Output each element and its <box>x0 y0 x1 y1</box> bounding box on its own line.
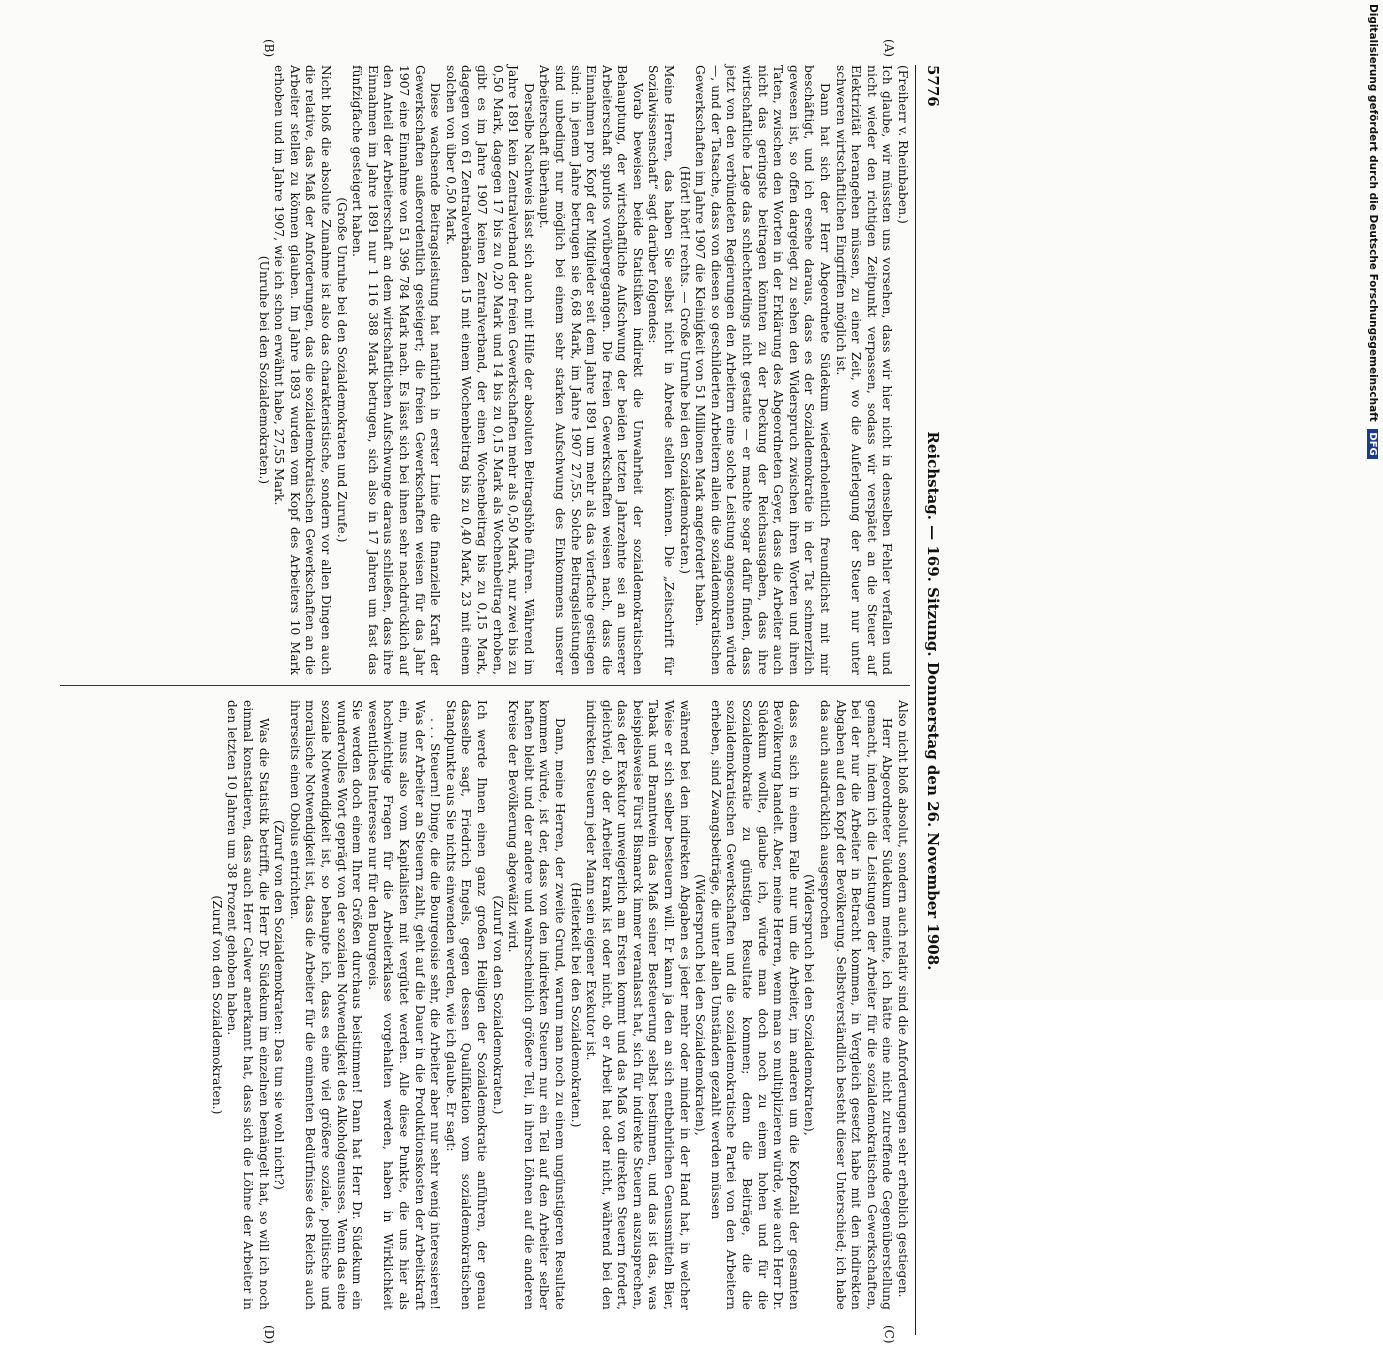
paragraph: (Zuruf von den Sozialdemokraten: Das tun sie wohl nicht?) <box>272 820 287 1190</box>
paragraph: Dann, meine Herren, der zweite Grund, warum man noch zu einem ungünstigeren Resultate kommen würde, ist der, dass von den indirekten Steuern nur ein Teil auf den Arbeiter selber haften bleibt und der andere und wahrscheinlich größere Teil, in ihren Löhnen auf die anderen Kreise der Bevölkerung abgewälzt wird. <box>506 700 567 1310</box>
page-header <box>915 65 946 1335</box>
margin-marker-c: (C) <box>882 1325 896 1344</box>
paragraph: Sie werden doch einem Ihrer Größen durchaus beistimmen! Dann hat Herr Dr. Südekum ein wundervolles Wort geprägt von der sozialen Notwendigkeit des Alkoholgenusses. Wenn das eine soziale Notwendigkeit ist, so behaupte ich, dass es eine viel größere soziale, politische und moralische Notwendigkeit ist, dass die Arbeiter für die eminenten Bedürfnisse des Reichs auch ihrerseits einen Obolus entrichten. <box>287 700 365 1310</box>
paragraph: . . . Steuern! Dinge, die die Bourgeoisie sehr, die Arbeiter aber nur sehr wenig interessieren! Was der Arbeiter an Steuern zahlt, geht auf die Dauer in die Produktionskosten der Arbeitskraft ein, muss also vom Kapitalisten mit vergütet werden. Alle diese Punkte, die uns hier als hochwichtige Fragen für die Arbeiterklasse vorgehalten werden, haben in Wirklichkeit wesentliches Interesse nur für den Bourgeois. <box>365 700 443 1310</box>
paragraph: (Unruhe bei den Sozialdemokraten.) <box>256 255 271 485</box>
paragraph: Was die Statistik betrifft, die Herr Dr. Südekum im einzelnen bemängelt hat, so will ich noch einmal konstatieren, dass auch Herr Calwer anerkannt hat, dass sich die Löhne der Arbeiter in den letzten 10 Jahren um 38 Prozent gehoben haben. <box>225 700 271 1310</box>
paragraph: Ich werde Ihnen einen ganz großen Heiligen der Sozialdemokratie anführen, der genau dasselbe sagt, Friedrich Engels, gegen dessen Qualifikation vom sozialdemokratischen Standpunkte aus Sie nichts einwenden werden, wie ich glaube. Er sagt: <box>443 700 489 1310</box>
paragraph: Diese wachsende Beitragsleistung hat natürlich in erster Linie die finanzielle Kraft der Gewerkschaften außerordentlich gesteigert; die freien Gewerkschaften weisen für das Jahr 1907 eine Einnahme von 51 396 784 Mark nach. Es lässt sich bei ihnen sehr nachdrücklich auf den Anteil der Arbeiterschaft an dem wirtschaftlichen Aufschwunge daraus schließen, dass ihre Einnahmen im Jahre 1891 nur 1 116 388 Mark betrugen, sich also in 17 Jahren um fast das fünfzigfache gesteigert haben. <box>350 65 443 675</box>
paragraph: (Zuruf von den Sozialdemokraten.) <box>490 895 505 1115</box>
paragraph: (Große Unruhe bei den Sozialdemokraten und Zurufe.) <box>334 197 349 543</box>
paragraph: Herr Abgeordneter Südekum meinte, ich hätte eine nicht zutreffende Gegenüberstellung gemacht, indem ich die Leistungen der Arbeiter für die sozialdemokratischen Gewerkschaften, bei der nur die Arbeiter in Betracht kommen, in Vergleich gesetzt habe mit den indirekten Abgaben auf den Kopf der Bevölkerung. Selbstverständlich besteht dieser Unterschied; ich habe das auch ausdrücklich ausgesprochen <box>818 700 895 1310</box>
page <box>26 35 956 1365</box>
right-column <box>208 700 910 1310</box>
paragraph: (Zuruf von den Sozialdemokraten.) <box>209 895 224 1115</box>
sidebar-credit <box>1363 4 1379 993</box>
paragraph: (Hört! hört! rechts. — Große Unruhe bei den Sozialdemokraten.) <box>677 165 692 575</box>
margin-marker-a: (A) <box>882 39 896 58</box>
dfg-logo: DFG <box>1367 429 1378 458</box>
page-title: Reichstag. — 169. Sitzung. Donnerstag den 26. November 1908. <box>924 431 942 971</box>
paragraph: Derselbe Nachweis lässt sich auch mit Hilfe der absoluten Beitragshöhe führen. Während im Jahre 1891 kein Zentralverband der freien Gewerkschaften mehr als 0,50 Mark, nur zwei bis zu 0,50 Mark, dagegen 17 bis zu 0,20 Mark und 14 bis zu 0,15 Mark als Wochenbeitrag erhoben, gibt es im Jahre 1907 keinen Zentralverband, der einen Wochenbeitrag bis zu 0,15 Mark, dagegen von 61 Zentralverbänden 15 mit einem Wochenbeitrag bis zu 0,40 Mark, 23 mit einem solchen von über 0,50 Mark. <box>443 65 536 675</box>
column-divider <box>60 685 910 686</box>
paragraph: Dann hat sich der Herr Abgeordnete Südekum wiederholentlich freundlichst mit mir beschäftigt, und ich ersehe daraus, dass es der Sozialdemokratie in der Tat schmerzlich gewesen ist, so offen dargelegt zu sehen den Widerspruch zwischen ihren Worten und ihren Taten, zwischen den Worten in der Erklärung des Abgeordneten Geyer, dass die Arbeiter auch nicht das geringste beitragen könnten zu der Deckung der Reichsausgaben, dass ihre wirtschaftliche Lage das schlechterdings nicht gestatte — er machte sogar dafür finden, dass jetzt von den verbündeten Regierungen den Arbeitern eine solche Leistung angesonnen würde —, und der Tatsache, dass von diesen so geschilderten Arbeitern allein die sozialdemokratischen Gewerkschaften im Jahre 1907 die Kleinigkeit von 51 Millionen Mark angefordert haben. <box>693 65 833 675</box>
margin-marker-b: (B) <box>262 39 276 58</box>
paragraph: (Widerspruch bei den Sozialdemokraten), <box>693 874 708 1136</box>
paragraph: Also nicht bloß absolut, sondern auch relativ sind die Anforderungen sehr erheblich gestiegen. <box>896 700 910 1298</box>
paragraph: (Heiterkeit bei den Sozialdemokraten.) <box>568 882 583 1128</box>
left-column <box>255 65 910 675</box>
paragraph: Ich glaube, wir müssten uns vorsehen, dass wir hier nicht in denselben Fehler verfallen und nicht wieder den richtigen Zeitpunkt verpassen, sodass wir verspätet an die Steuer auf Elektrizität herangehen müssen, zu einer Zeit, wo die Auferlegung der Steuer nur unter schweren wirtschaftlichen Eingriffen möglich ist. <box>833 65 895 675</box>
paragraph: dass es sich in einem Falle nur um die Arbeiter, im anderen um die Kopfzahl der gesamten Bevölkerung handelt. Aber, meine Herren, wenn man so multiplizieren würde, wie auch Herr Dr. Südekum wollte, glaube ich, würde man doch noch zu einem hohen und für die Sozialdemokratie zu günstigen Resultate kommen; denn die Beiträge, die die sozialdemokratischen Gewerkschaften und die sozialdemokratische Partei von den Arbeitern erheben, sind Zwangsbeiträge, die unter allen Umständen gezahlt werden müssen <box>708 700 801 1310</box>
margin-marker-d: (D) <box>262 1325 276 1344</box>
paragraph: Vorab beweisen beide Statistiken indirekt die Unwahrheit der sozialdemokratischen Behauptung, der wirtschaftliche Aufschwung der beiden letzten Jahrzehnte sei an unserer Arbeiterschaft spurlos vorübergegangen. Die freien Gewerkschaften weisen nach, dass die Einnahmen pro Kopf der Mitglieder seit dem Jahre 1891 um mehr als das vierfache gestiegen sind: in jenem Jahre betrugen sie 6,68 Mark, im Jahre 1907 27,55. Solche Beitragsleistungen sind unbedingt nur möglich bei einem sehr starken Aufschwung des Einkommens unserer Arbeiterschaft überhaupt. <box>537 65 645 675</box>
page-number: 5776 <box>924 65 942 107</box>
paragraph: Meine Herren, das haben Sie selbst nicht in Abrede stellen können. Die „Zeitschrift für Sozialwissenschaft“ sagt darüber folgendes: <box>646 65 677 675</box>
paragraph: Nicht bloß die absolute Zunahme ist also das charakteristische, sondern vor allen Dingen auch die relative, das Maß der Anforderungen, das die sozialdemokratischen Gewerkschaften an die Arbeiter stellen zu können glauben. Im Jahre 1893 wurden vom Kopf des Arbeiters 10 Mark erhoben und im Jahre 1907, wie ich schon erwähnt habe, 27,55 Mark. <box>272 65 334 675</box>
rotated-content <box>0 35 956 1344</box>
credit-text: Digitalisierung gefördert durch die Deutsche Forschungsgemeinschaft <box>1367 4 1379 422</box>
paragraph: (Widerspruch bei den Sozialdemokraten), <box>802 874 817 1136</box>
paragraph: während bei den indirekten Abgaben es jeder mehr oder minder in der Hand hat, in welcher Weise er sich selber besteuern will. Er kann ja den an sich entbehrlichen Genussmitteln Bier, Tabak und Branntwein das Maß seiner Besteuerung selbst bestimmen, und das ist das, was beispielsweise Fürst Bismarck immer veranlasst hat, sich für indirekte Steuern auszusprechen, dass der Exekutor unweigerlich am Ersten kommt und das Maß von direkten Steuern fordert, gleichviel, ob der Arbeiter krank ist oder nicht, ob er Arbeit hat oder nicht, während bei den indirekten Steuern jeder Mann sein eigener Exekutor ist. <box>584 700 692 1310</box>
paragraph: (Freiherr v. Rheinbaben.) <box>896 65 910 224</box>
credit-line <box>1367 4 1379 964</box>
